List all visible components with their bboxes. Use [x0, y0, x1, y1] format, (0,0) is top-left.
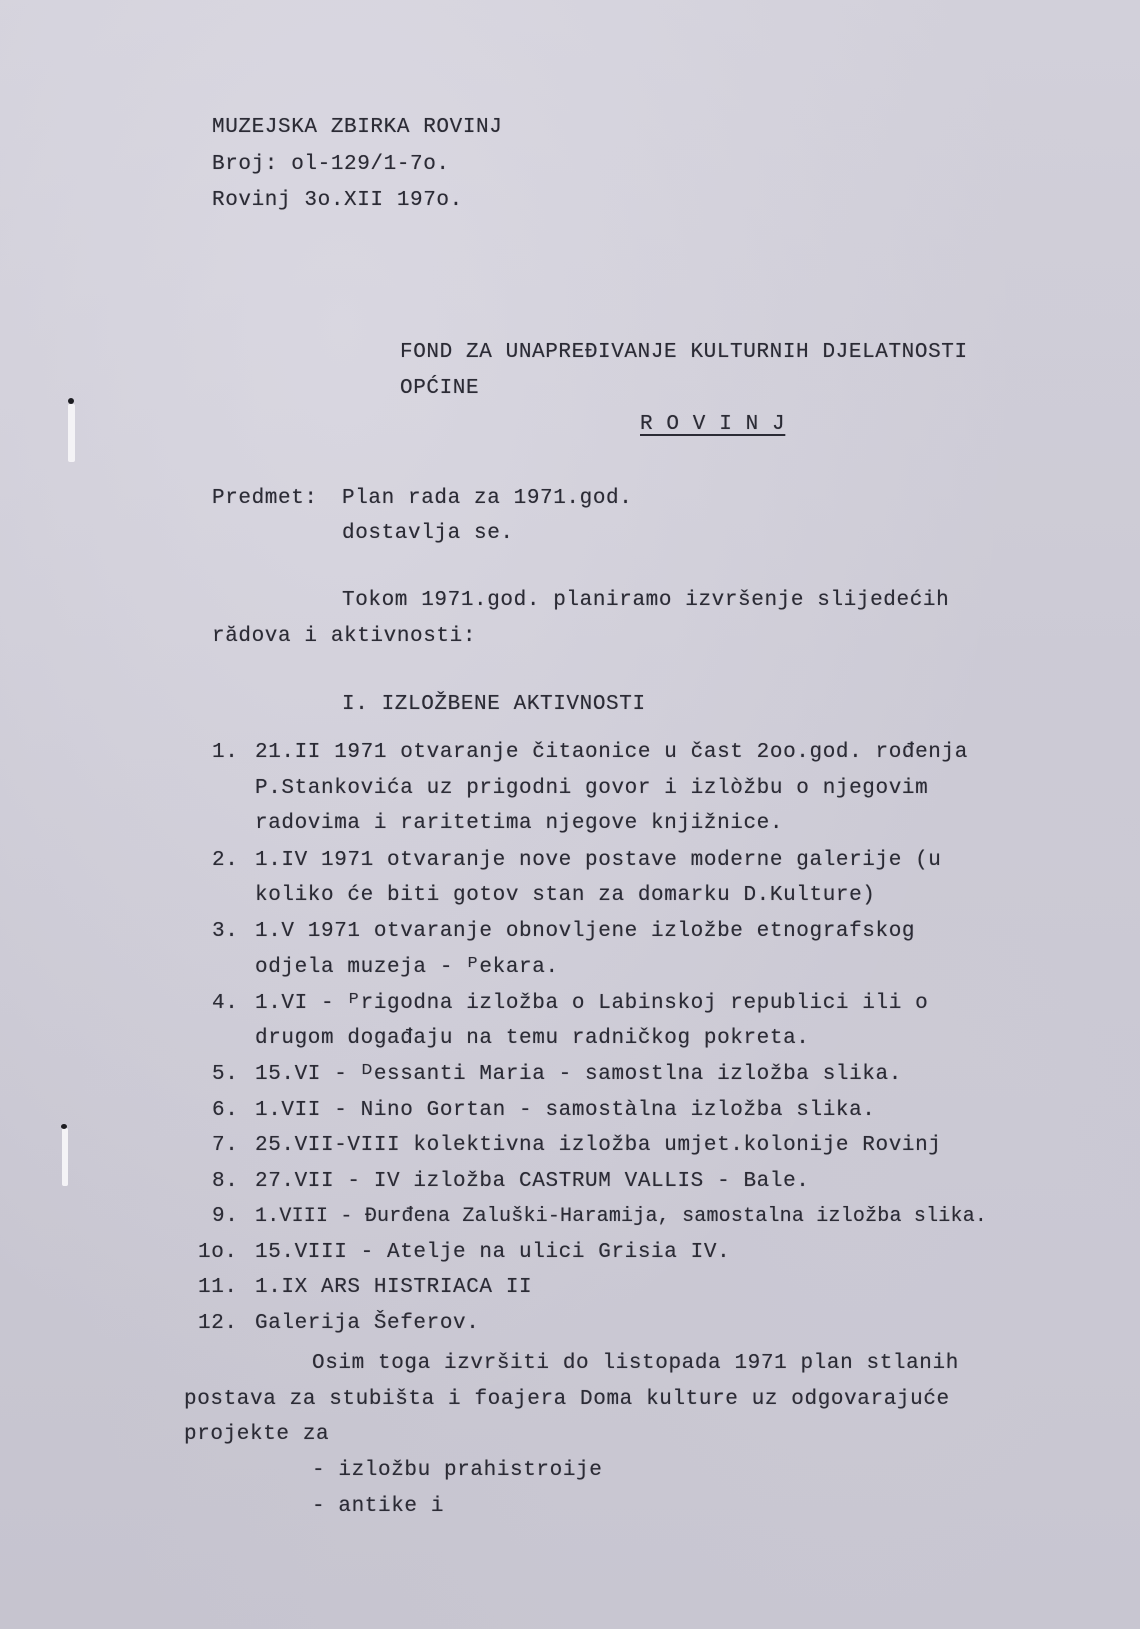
item-line: 15.VIII - Atelje na ulici Grisia IV.	[255, 1241, 731, 1264]
item-line: P.Stankovića uz prigodni govor i izlòžbu o njegovim	[255, 777, 929, 800]
item-line: 1.VII - Nino Gortan - samostàlna izložba slika.	[255, 1099, 876, 1122]
item-number: 5.	[212, 1063, 239, 1086]
closing-line-3: projekte za	[184, 1423, 330, 1446]
item-line: 21.II 1971 otvaranje čitaonice u čast 2oo.god. rođenja	[255, 741, 968, 764]
item-line: 1.IX ARS HISTRIACA II	[255, 1276, 533, 1299]
recipient-city: R O V I N J	[640, 413, 786, 436]
item-number: 9.	[212, 1205, 239, 1228]
punch-hole-mark-bottom	[62, 1128, 68, 1186]
intro-line-2: rădova i aktivnosti:	[212, 625, 477, 648]
item-number: 3.	[212, 920, 239, 943]
subject-line-1: Plan rada za 1971.god.	[342, 487, 633, 510]
place-date: Rovinj 3o.XII 197o.	[212, 189, 463, 212]
item-number: 1o.	[198, 1241, 238, 1264]
subject-line-2: dostavlja se.	[342, 522, 514, 545]
margin-dot-bottom	[61, 1124, 67, 1129]
intro-line-1: Tokom 1971.god. planiramo izvršenje slijedećih	[342, 589, 950, 612]
item-line: 1.V 1971 otvaranje obnovljene izložbe etnografskog	[255, 920, 916, 943]
item-line: radovima i raritetima njegove knjižnice.	[255, 812, 784, 835]
item-line: odjela muzeja - ᴾekara.	[255, 956, 559, 979]
item-number: 1.	[212, 741, 239, 764]
item-line: 1.IV 1971 otvaranje nove postave moderne galerije (u	[255, 849, 942, 872]
item-number: 11.	[198, 1276, 238, 1299]
item-line: 1.VI - ᴾrigodna izložba o Labinskoj republici ili o	[255, 992, 929, 1015]
item-line: 15.VI - ᴰessanti Maria - samostlna izložba slika.	[255, 1063, 902, 1086]
reference-number: Broj: ol-129/1-7o.	[212, 153, 450, 176]
item-number: 7.	[212, 1134, 239, 1157]
item-line: Galerija Šeferov.	[255, 1312, 480, 1335]
item-number: 12.	[198, 1312, 238, 1335]
item-line: koliko će biti gotov stan za domarku D.Kulture)	[255, 884, 876, 907]
closing-bullet-2: - antike i	[312, 1495, 445, 1518]
item-number: 6.	[212, 1099, 239, 1122]
recipient-line-1: FOND ZA UNAPREĐIVANJE KULTURNIH DJELATNOSTI	[400, 341, 968, 364]
closing-bullet-1: - izložbu prahistroije	[312, 1459, 603, 1482]
item-number: 4.	[212, 992, 239, 1015]
institution-name: MUZEJSKA ZBIRKA ROVINJ	[212, 116, 503, 139]
subject-label: Predmet:	[212, 487, 318, 510]
item-number: 8.	[212, 1170, 239, 1193]
recipient-line-2: OPĆINE	[400, 377, 480, 400]
item-line: 1.VIII - Đurđena Zaluški-Haramija, samostalna izložba slika.	[255, 1205, 988, 1228]
section-title: I. IZLOŽBENE AKTIVNOSTI	[342, 693, 646, 716]
item-line: 25.VII-VIII kolektivna izložba umjet.kolonije Rovinj	[255, 1134, 942, 1157]
closing-line-1: Osim toga izvršiti do listopada 1971 plan stlanih	[312, 1352, 959, 1375]
item-number: 2.	[212, 849, 239, 872]
closing-line-2: postava za stubišta i foajera Doma kulture uz odgovarajuće	[184, 1388, 950, 1411]
item-line: 27.VII - IV izložba CASTRUM VALLIS - Bale.	[255, 1170, 810, 1193]
item-line: drugom događaju na temu radničkog pokreta.	[255, 1027, 810, 1050]
margin-dot-top	[68, 398, 74, 404]
punch-hole-mark-top	[68, 404, 75, 462]
